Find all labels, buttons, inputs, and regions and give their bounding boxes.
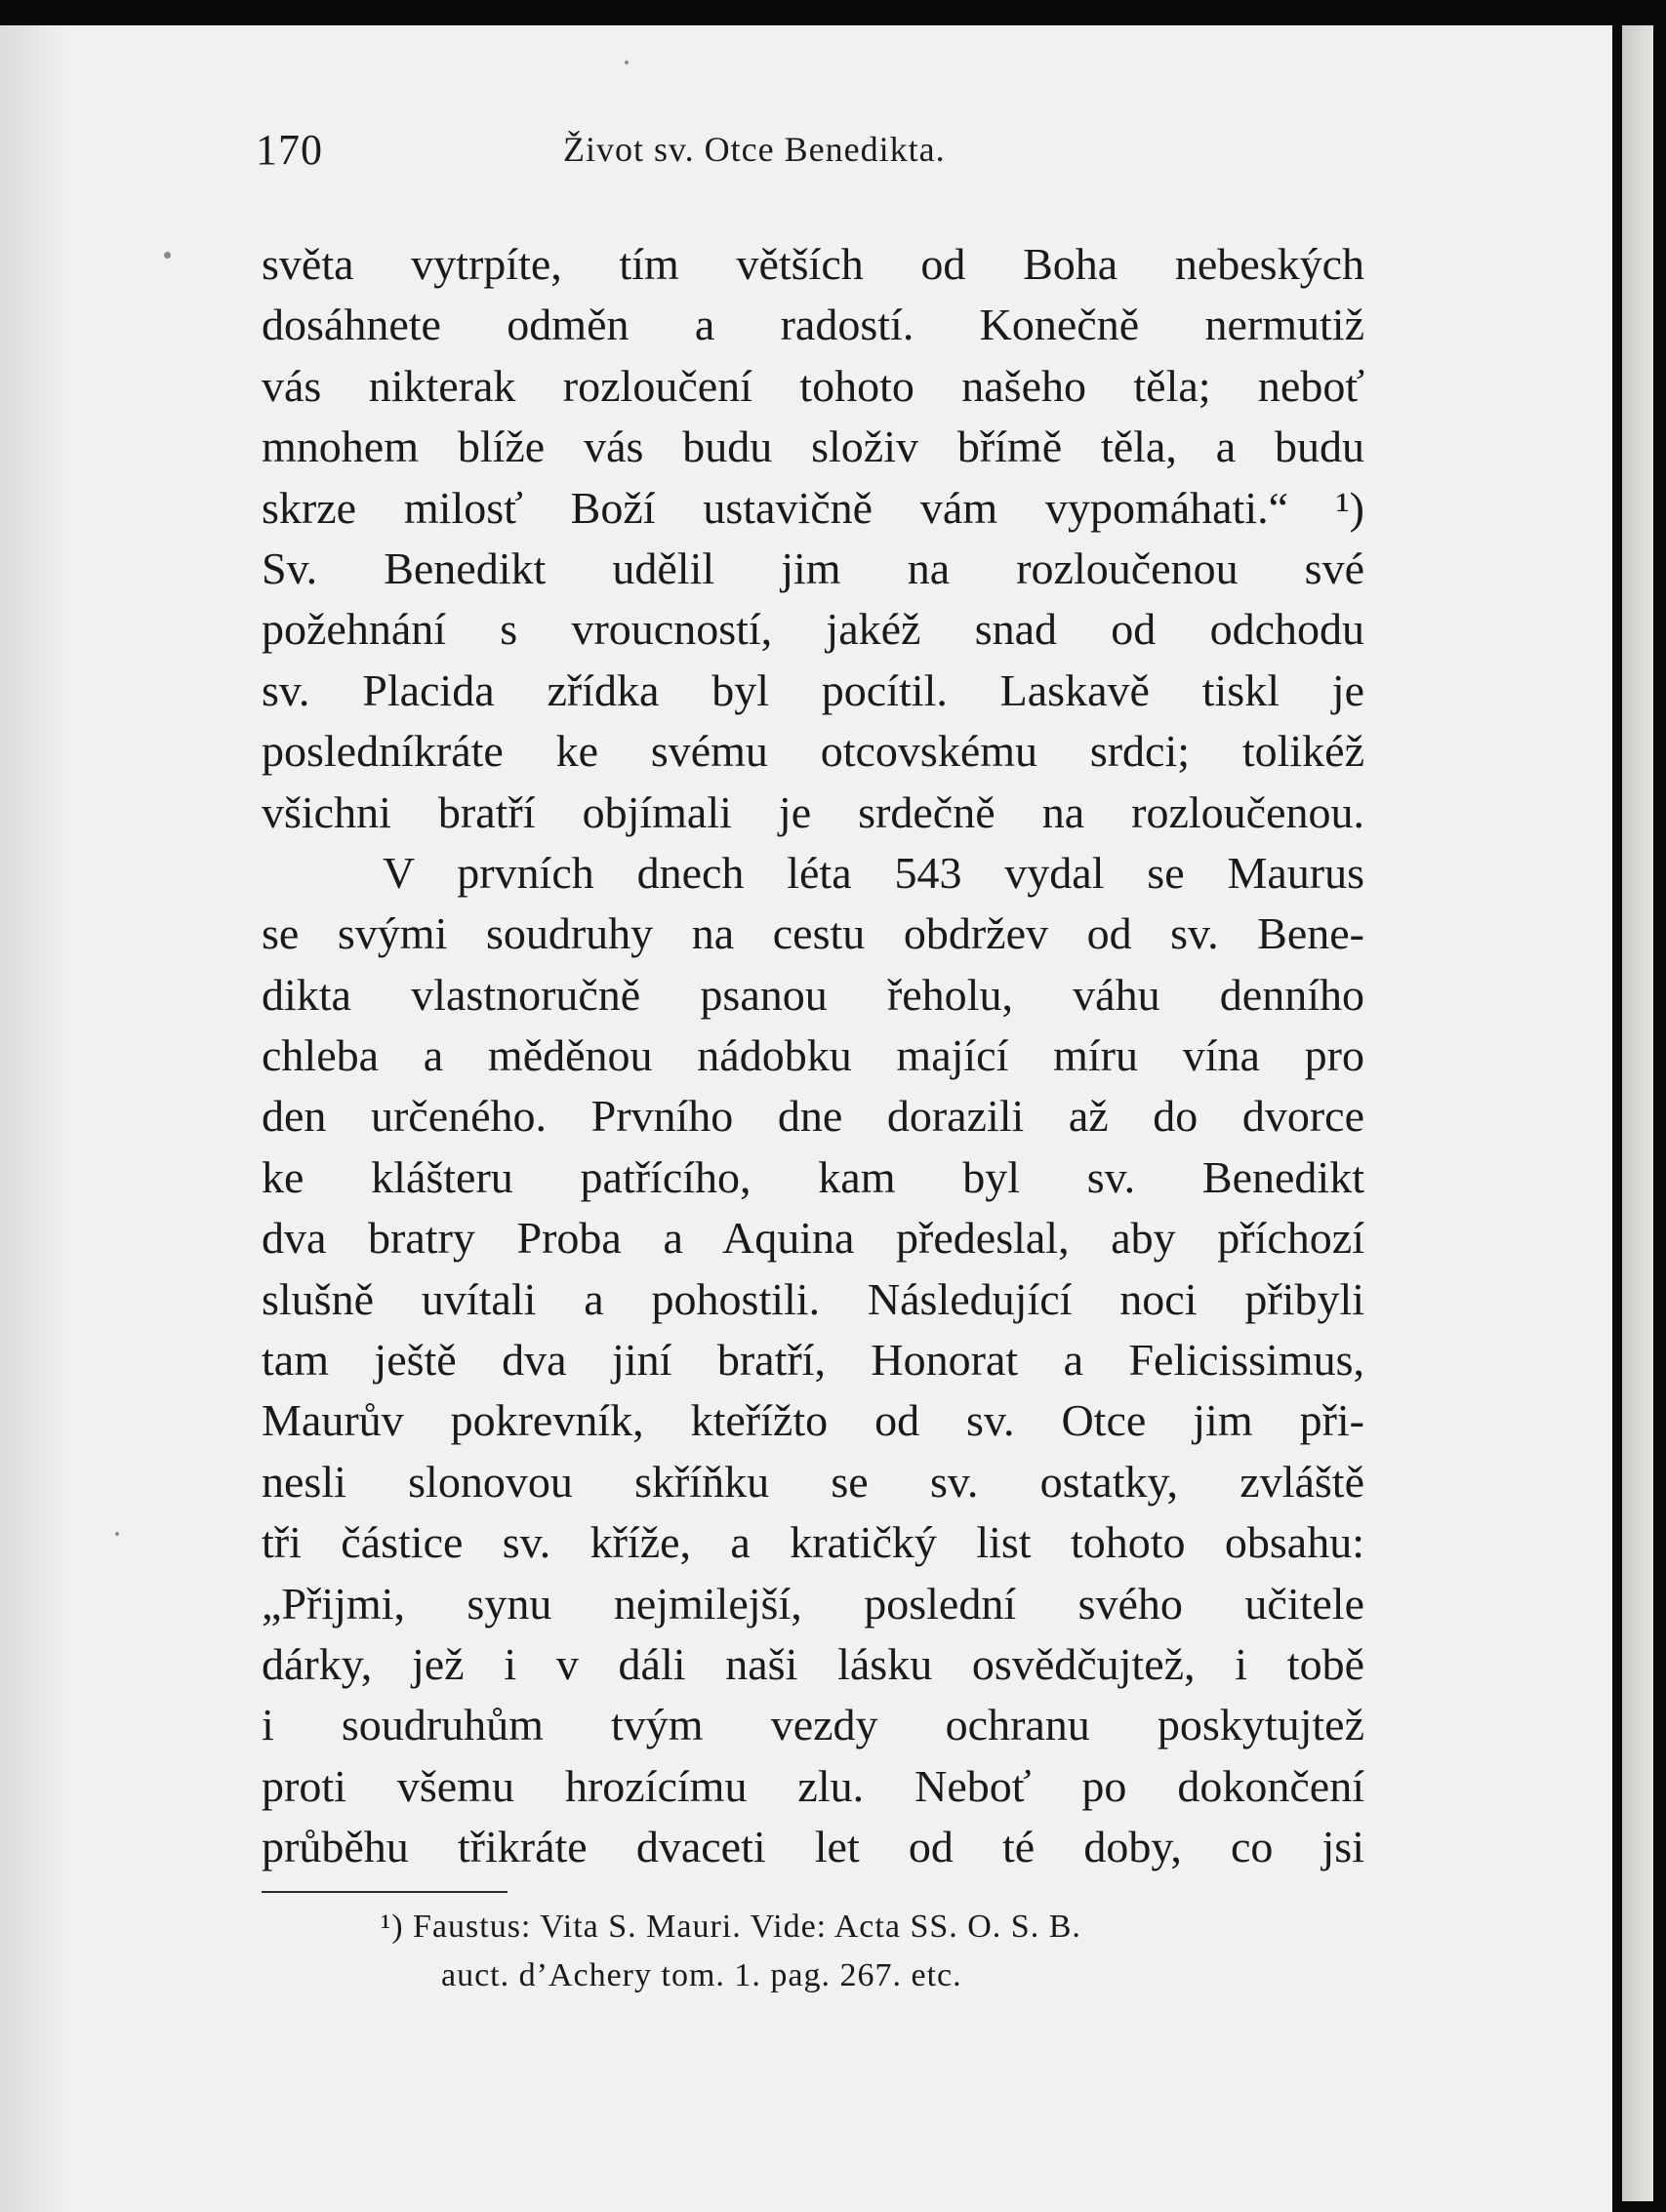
text-line: světa vytrpíte, tím větších od Boha nebeských	[262, 239, 1364, 289]
text-line: vás nikterak rozloučení tohoto našeho těla; neboť	[262, 360, 1364, 411]
text-line: tři částice sv. kříže, a kratičký list tohoto obsahu:	[262, 1517, 1364, 1568]
text-line: „Přijmi, synu nejmilejší, poslední svého učitele	[262, 1578, 1364, 1629]
footnote-line: ¹) Faustus: Vita S. Mauri. Vide: Acta SS. O. S. B.	[381, 1909, 1081, 1945]
text-line: nesli slonovou skříňku se sv. ostatky, zvláště	[262, 1456, 1364, 1507]
paper-speck	[115, 1532, 119, 1536]
text-line: sv. Placida zřídka byl pocítil. Laskavě tiskl je	[262, 664, 1364, 715]
text-line: Sv. Benedikt udělil jim na rozloučenou své	[262, 543, 1364, 593]
text-line: posledníkráte ke svému otcovskému srdci; tolikéž	[262, 726, 1364, 777]
text-line: dva bratry Proba a Aquina předeslal, aby příchozí	[262, 1213, 1364, 1264]
text-line: slušně uvítali a pohostili. Následující noci přibyli	[262, 1273, 1364, 1324]
text-line: den určeného. Prvního dne dorazili až do dvorce	[262, 1091, 1364, 1142]
text-line: i soudruhům tvým vezdy ochranu poskytujtež	[262, 1700, 1364, 1750]
paper-speck	[625, 60, 629, 64]
text-line: ke klášteru patřícího, kam byl sv. Benedikt	[262, 1151, 1364, 1202]
text-line: mnohem blíže vás budu složiv břímě těla, a budu	[262, 422, 1364, 472]
text-line: chleba a měděnou nádobku mající míru vína pro	[262, 1030, 1364, 1081]
footnote-line: auct. d’Achery tom. 1. pag. 267. etc.	[441, 1957, 962, 1993]
text-line: průběhu třikráte dvaceti let od té doby, co jsi	[262, 1822, 1364, 1872]
text-line: V prvních dnech léta 543 vydal se Maurus	[383, 847, 1364, 898]
page-number: 170	[256, 126, 323, 174]
text-line: všichni bratří objímali je srdečně na rozloučenou.	[262, 786, 1364, 837]
next-page-edge	[1622, 25, 1653, 2201]
paper-speck	[164, 252, 171, 259]
scan-top-edge	[0, 0, 1666, 25]
text-line: dikta vlastnoručně psanou řeholu, váhu denního	[262, 969, 1364, 1020]
text-line: tam ještě dva jiní bratří, Honorat a Felicissimus,	[262, 1335, 1364, 1386]
text-line: skrze milosť Boží ustavičně vám vypomáhati.“ ¹)	[262, 482, 1364, 533]
text-line: Maurův pokrevník, kteřížto od sv. Otce jim při-	[262, 1395, 1364, 1446]
text-line: proti všemu hrozícímu zlu. Neboť po dokončení	[262, 1760, 1364, 1811]
text-line: se svými soudruhy na cestu obdržev od sv. Bene-	[262, 908, 1364, 959]
footnote-rule	[262, 1891, 508, 1893]
text-line: dosáhnete odměn a radostí. Konečně nermutiž	[262, 300, 1364, 350]
scan-right-edge	[1612, 0, 1666, 2212]
running-title: Život sv. Otce Benedikta.	[563, 130, 946, 169]
footnotes	[361, 1903, 1366, 2000]
text-line: dárky, jež i v dáli naši lásku osvědčujtež, i tobě	[262, 1638, 1364, 1689]
running-head	[256, 125, 1378, 183]
body-text	[262, 234, 1364, 1878]
text-line: požehnání s vroucností, jakéž snad od odchodu	[262, 604, 1364, 655]
